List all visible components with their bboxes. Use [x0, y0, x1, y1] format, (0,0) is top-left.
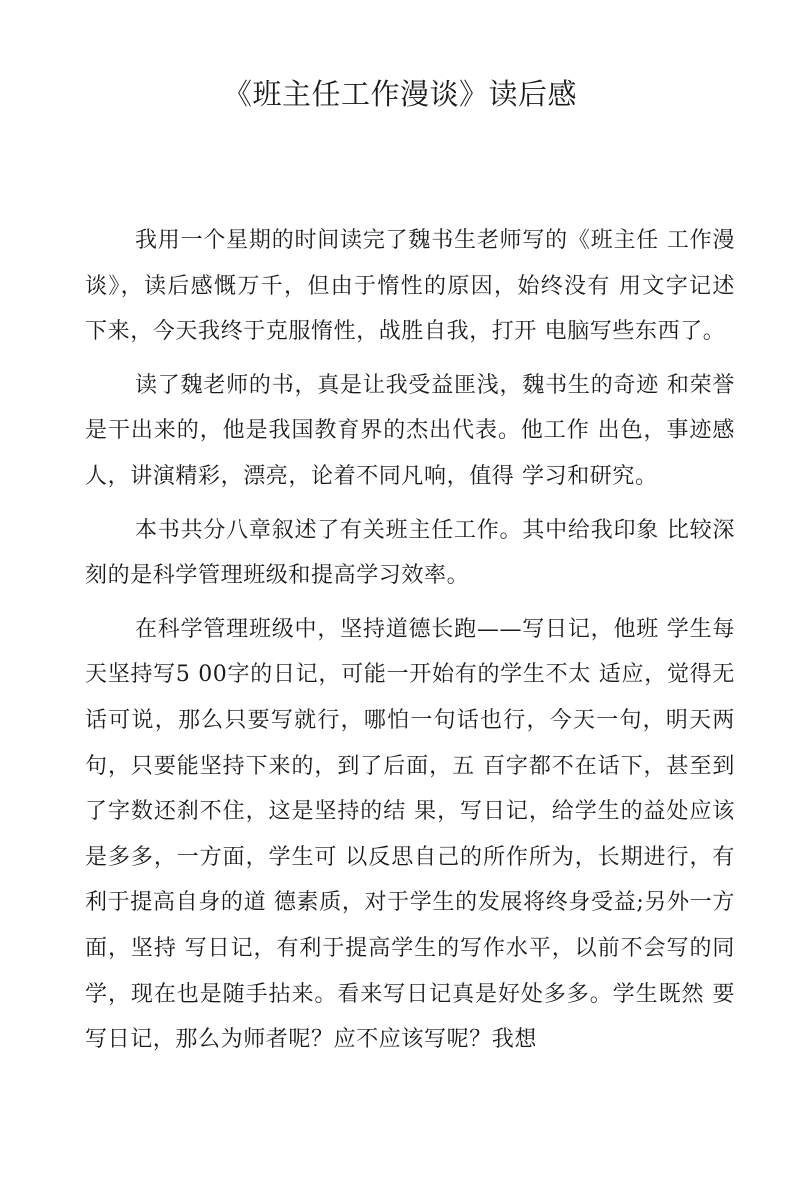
document-body — [85, 218, 735, 1063]
document-title: 《班主任工作漫谈》读后感 — [222, 77, 577, 111]
paragraph: 在科学管理班级中，坚持道德长跑——写日记，他班 学生每天坚持写5 00字的日记，可能一开始有的学生不太 适应，觉得无话可说，那么只要写就行，哪怕一句话也行，今天一句，明天两句，只要能坚持下来的，到了后面，五 百字都不在话下，甚至到了字数还刹不住，这是坚持的结 果，写日记，给学生的益处应该是多多，一方面，学生可 以反思自己的所作所为，长期进行，有利于提高自身的道 德素质，对于学生的发展将终身受益;另外一方面，坚持 写日记，有利于提高学生的写作水平，以前不会写的同学，现在也是随手拈来。看来写日记真是好处多多。学生既然 要写日记，那么为师者呢？应不应该写呢？我想 — [85, 616, 735, 1053]
paragraph: 读了魏老师的书，真是让我受益匪浅，魏书生的奇迹 和荣誉是干出来的，他是我国教育界的杰出代表。他工作 出色，事迹感人，讲演精彩，漂亮，论着不同凡响，值得 学习和研究。 — [85, 372, 735, 489]
paragraph: 本书共分八章叙述了有关班主任工作。其中给我印象 比较深刻的是科学管理班级和提高学习效率。 — [85, 517, 735, 589]
paragraph: 我用一个星期的时间读完了魏书生老师写的《班主任 工作漫谈》，读后感慨万千，但由于惰性的原因，始终没有 用文字记述下来，今天我终于克服惰性，战胜自我，打开 电脑写些东西了。 — [85, 228, 735, 345]
